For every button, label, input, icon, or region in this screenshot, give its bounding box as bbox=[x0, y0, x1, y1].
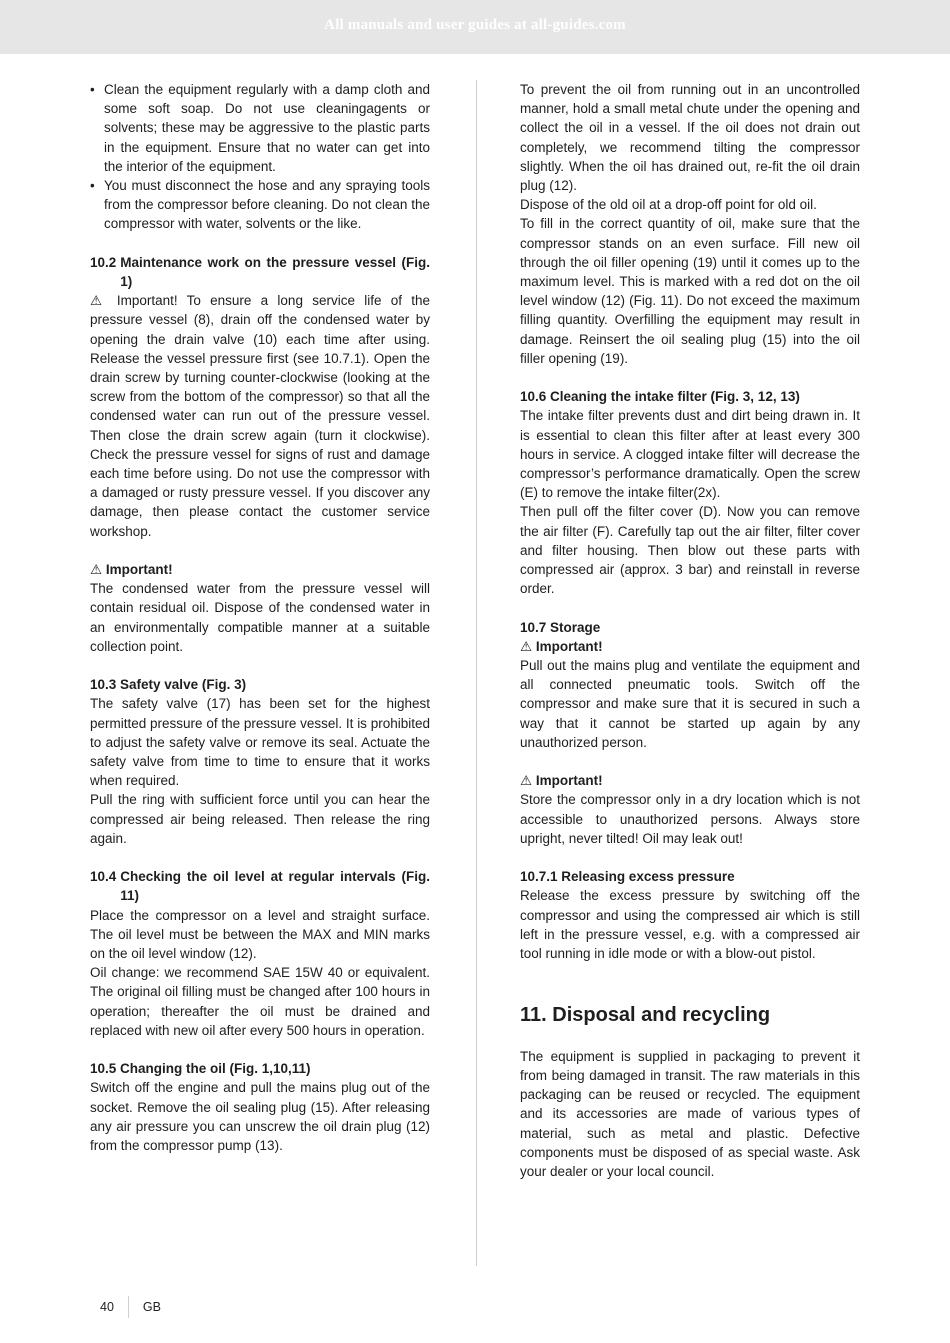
oil-fill-paragraph: To fill in the correct quantity of oil, make sure that the compressor stands on an even surface. Fill new oil through the oil filler opening (19) until it comes up to the maximum level. This is marked with a red dot on the oil level window (12) (Fig. 11). Do not exceed the maximum filling quantity. Overfilling the equipment may result in damage. Reinsert the oil sealing plug (15) into the oil filler opening (19). bbox=[520, 216, 860, 366]
banner-text: All manuals and user guides at all-guides.com bbox=[324, 17, 626, 33]
section-heading-10-4: 10.4 Checking the oil level at regular intervals (Fig. 11) bbox=[90, 869, 430, 904]
oil-dispose-paragraph: Dispose of the old oil at a drop-off point for old oil. bbox=[520, 197, 817, 213]
section-heading-10-3: 10.3 Safety valve (Fig. 3) bbox=[90, 677, 247, 693]
cleaning-bullet-list bbox=[90, 80, 430, 234]
important-heading: ⚠ Important! bbox=[520, 773, 603, 789]
language-code: GB bbox=[142, 1300, 161, 1314]
warning-icon: ⚠ bbox=[520, 638, 533, 654]
page-footer bbox=[100, 1296, 161, 1318]
condensed-water-note: The condensed water from the pressure vessel will contain residual oil. Dispose of the condensed water in an environmentally compatible manner at a suitable collection point. bbox=[90, 581, 430, 654]
section-10-5-paragraph: Switch off the engine and pull the mains plug out of the socket. Remove the oil sealing plug (15). After releasing any air pressure you can unscrew the oil drain plug (12) from the compressor pump (13). bbox=[90, 1080, 430, 1154]
section-10-6-paragraph: Then pull off the filter cover (D). Now you can remove the air filter (F). Carefully tap out the air filter, filter cover and filter housing. Then blow out these parts with compressed air (approx. 3 bar) and reinstall in reverse order. bbox=[520, 504, 860, 597]
important-heading: ⚠ Important! bbox=[520, 638, 603, 654]
warning-icon: ⚠ bbox=[520, 773, 533, 789]
section-10-7-paragraph: Store the compressor only in a dry location which is not accessible to unauthorized persons. Always store upright, never tilted! Oil may leak out! bbox=[520, 792, 860, 846]
section-heading-10-7: 10.7 Storage bbox=[520, 619, 601, 635]
column-divider bbox=[476, 80, 477, 1266]
section-10-4-paragraph: Oil change: we recommend SAE 15W 40 or equivalent. The original oil filling must be changed after 100 hours in operation; thereafter the oil must be drained and replaced with new oil after every 500 hours in operation. bbox=[90, 965, 430, 1038]
chapter-heading-11: 11. Disposal and recycling bbox=[520, 1003, 771, 1026]
right-column bbox=[520, 80, 860, 1181]
oil-change-paragraph: To prevent the oil from running out in an uncontrolled manner, hold a small metal chute under the opening and collect the oil in a vessel. If the oil does not drain out completely, we recommend tilting the compressor slightly. When the oil has drained out, re-fit the oil drain plug (12). bbox=[520, 82, 860, 194]
warning-icon: ⚠ bbox=[90, 562, 103, 578]
section-10-3-paragraph: Pull the ring with sufficient force until you can hear the compressed air being released. Then release the ring again. bbox=[90, 792, 430, 846]
section-heading-10-5: 10.5 Changing the oil (Fig. 1,10,11) bbox=[90, 1061, 311, 1077]
section-10-6-paragraph: The intake filter prevents dust and dirt being drawn in. It is essential to clean this filter after at least every 300 hours in service. A clogged intake filter will decrease the compressor’s performance dramatically. Open the screw (E) to remove the intake filter(2x). bbox=[520, 408, 860, 501]
section-heading-10-7-1: 10.7.1 Releasing excess pressure bbox=[520, 869, 735, 885]
bullet-item: • Clean the equipment regularly with a damp cloth and some soft soap. Do not use cleaningagents or solvents; these may be aggressive to the plastic parts in the equipment. Ensure that no water can get into the interior of the equipment. bbox=[90, 80, 430, 176]
chapter-11-paragraph: The equipment is supplied in packaging to prevent it from being damaged in transit. The raw materials in this packaging can be reused or recycled. The equipment and its accessories are made of various types of material, such as metal and plastic. Defective components must be disposed of as special waste. Ask your dealer or your local council. bbox=[520, 1048, 860, 1180]
section-10-3-paragraph: The safety valve (17) has been set for the highest permitted pressure of the pressure vessel. It is prohibited to adjust the safety valve or remove its seal. Actuate the safety valve from time to time to ensure that it works when required. bbox=[90, 696, 430, 789]
section-10-7-paragraph: Pull out the mains plug and ventilate the equipment and all connected pneumatic tools. Switch off the compressor and make sure that it is secured in such a way that it cannot be started up again by any unauthorized person. bbox=[520, 658, 860, 750]
section-10-4-paragraph: Place the compressor on a level and straight surface. The oil level must be between the MAX and MIN marks on the oil level window (12). bbox=[90, 907, 430, 962]
section-heading-10-2: 10.2 Maintenance work on the pressure vessel (Fig. 1) bbox=[90, 254, 430, 290]
section-10-7-1-paragraph: Release the excess pressure by switching off the compressor and using the compressed air which is still left in the pressure vessel, e.g. with a compressed air tool running in idle mode or with a blow-out pistol. bbox=[520, 888, 860, 962]
left-column bbox=[90, 80, 430, 1155]
bullet-item: • You must disconnect the hose and any spraying tools from the compressor before cleaning. Do not clean the compressor with water, solvents or the like. bbox=[90, 176, 430, 234]
warning-icon: ⚠ bbox=[90, 293, 108, 309]
section-heading-10-6: 10.6 Cleaning the intake filter (Fig. 3, 12, 13) bbox=[520, 389, 800, 405]
footer-divider bbox=[128, 1296, 129, 1318]
site-banner bbox=[0, 0, 950, 54]
page-number: 40 bbox=[100, 1300, 114, 1314]
section-10-2-body: ⚠ Important! To ensure a long service life of the pressure vessel (8), drain off the condensed water by opening the drain valve (10) each time after using. Release the vessel pressure first (see 10.7.1). Open the drain screw by turning counter-clockwise (looking at the screw from the bottom of the compressor) so that all the condensed water can run out of the pressure vessel. Then close the drain screw again (turn it clockwise). Check the pressure vessel for signs of rust and damage each time before using. Do not use the compressor with a damaged or rusty pressure vessel. If you discover any damage, then please contact the customer service workshop. bbox=[90, 293, 430, 539]
important-heading: ⚠ Important! bbox=[90, 562, 173, 578]
